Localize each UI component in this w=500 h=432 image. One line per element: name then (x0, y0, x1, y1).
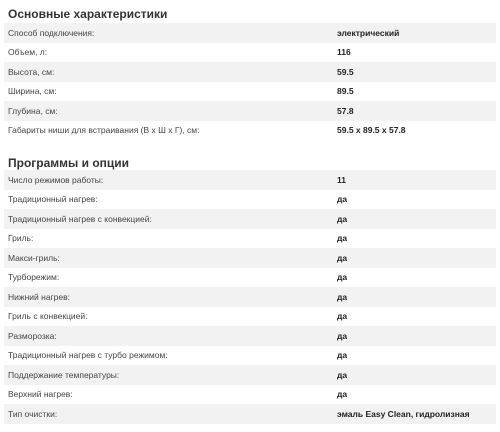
spec-value: эмаль Easy Clean, гидролизная (337, 408, 470, 419)
spec-value: да (337, 350, 348, 361)
spec-label: Турборежим: (8, 272, 60, 283)
spec-label: Разморозка: (8, 330, 57, 341)
spec-label: Тип очистки: (8, 408, 58, 419)
spec-label: Традиционный нагрев с конвекцией: (8, 213, 152, 224)
spec-row (4, 23, 496, 43)
spec-value: 59.5 x 89.5 x 57.8 (337, 125, 406, 136)
spec-label: Гриль: (8, 233, 34, 244)
spec-value: да (337, 369, 348, 380)
spec-label: Габариты ниши для встраивания (В x Ш x Г), см: (8, 125, 200, 136)
spec-row (4, 229, 496, 249)
spec-label: Число режимов работы: (8, 174, 104, 185)
spec-value: электрический (337, 27, 400, 38)
spec-value: 11 (337, 174, 346, 185)
section-title: Основные характеристики (8, 7, 168, 21)
spec-value: 57.8 (337, 105, 354, 116)
spec-row (4, 365, 496, 385)
spec-row (4, 346, 496, 366)
spec-value: 59.5 (337, 66, 354, 77)
section-main-specs (4, 0, 496, 140)
spec-row (4, 121, 496, 141)
spec-label: Верхний нагрев: (8, 389, 73, 400)
spec-row (4, 248, 496, 268)
spec-row (4, 43, 496, 63)
spec-label: Объем, л: (8, 47, 48, 58)
spec-row (4, 287, 496, 307)
spec-label: Высота, см: (8, 66, 55, 77)
spec-value: да (337, 291, 348, 302)
section-title: Программы и опции (8, 156, 130, 170)
spec-label: Традиционный нагрев: (8, 194, 98, 205)
spec-table (4, 23, 496, 140)
spec-row (4, 307, 496, 327)
spec-value: да (337, 330, 348, 341)
spec-row (4, 385, 496, 405)
spec-table (4, 170, 496, 424)
spec-value: да (337, 272, 348, 283)
spec-row (4, 101, 496, 121)
spec-value: да (337, 194, 348, 205)
spec-label: Гриль с конвекцией: (8, 311, 88, 322)
spec-label: Макси-гриль: (8, 252, 60, 263)
spec-value: да (337, 389, 348, 400)
spec-row (4, 209, 496, 229)
spec-row (4, 82, 496, 102)
spec-label: Глубина, см: (8, 105, 58, 116)
spec-label: Поддержание температуры: (8, 369, 120, 380)
spec-label: Способ подключения: (8, 27, 95, 38)
spec-row (4, 268, 496, 288)
spec-value: 116 (337, 47, 351, 58)
spec-row (4, 190, 496, 210)
spec-row (4, 404, 496, 424)
spec-value: 89.5 (337, 86, 354, 97)
section-programs-options (4, 150, 496, 424)
spec-row (4, 170, 496, 190)
spec-row (4, 62, 496, 82)
spec-value: да (337, 252, 348, 263)
spec-label: Нижний нагрев: (8, 291, 70, 302)
spec-row (4, 326, 496, 346)
spec-value: да (337, 213, 348, 224)
spec-value: да (337, 311, 348, 322)
spec-label: Ширина, см: (8, 86, 57, 97)
spec-value: да (337, 233, 348, 244)
spec-label: Традиционный нагрев с турбо режимом: (8, 350, 168, 361)
